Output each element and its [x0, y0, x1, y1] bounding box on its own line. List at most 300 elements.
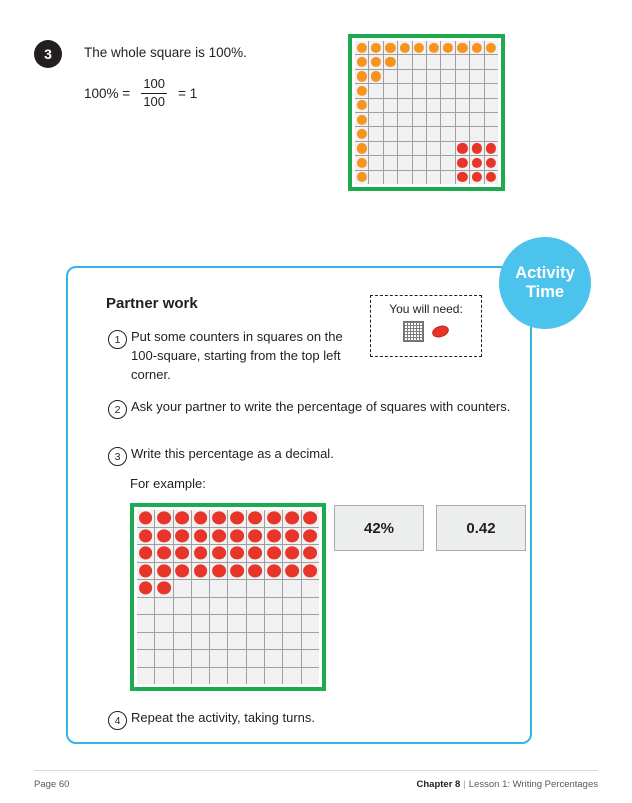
grid-cell: [283, 598, 300, 615]
counter-dot: [385, 57, 395, 67]
grid-cell: [302, 510, 319, 527]
footer-chapter: Chapter 8: [416, 779, 461, 790]
grid-cell: [155, 563, 172, 580]
grid-cell: [192, 650, 209, 667]
for-example-label: For example:: [130, 476, 206, 491]
grid-cell: [369, 70, 382, 83]
grid-cell: [174, 528, 191, 545]
grid-cell: [265, 563, 282, 580]
grid-cell: [355, 84, 368, 97]
grid-cell: [302, 598, 319, 615]
grid-cell: [384, 142, 397, 155]
counter-dot: [267, 512, 281, 525]
counter-dot: [194, 564, 208, 577]
counter-dot: [371, 71, 381, 81]
grid-cell: [192, 528, 209, 545]
grid-cell: [384, 171, 397, 184]
grid-cell: [265, 668, 282, 685]
counter-dot: [249, 547, 263, 560]
question-number-badge: 3: [34, 40, 62, 68]
counter-dot: [385, 43, 395, 53]
grid-cell: [456, 70, 469, 83]
counter-dot: [285, 529, 299, 542]
grid-cell: [174, 563, 191, 580]
grid-cell: [283, 545, 300, 562]
grid-cell: [355, 113, 368, 126]
counter-dot: [267, 564, 281, 577]
activity-time-badge: [499, 237, 591, 329]
counter-dot: [457, 158, 467, 168]
grid-cell: [228, 615, 245, 632]
you-will-need-icons: [371, 321, 481, 342]
grid-cell: [228, 650, 245, 667]
grid-cell: [456, 156, 469, 169]
grid-cell: [210, 598, 227, 615]
grid-cell: [210, 633, 227, 650]
grid-cell: [369, 142, 382, 155]
counter-dot: [357, 172, 367, 182]
grid-cell: [427, 84, 440, 97]
grid-cell: [369, 84, 382, 97]
grid-cell: [283, 510, 300, 527]
counter-dot: [194, 547, 208, 560]
counter-dot: [230, 564, 244, 577]
grid-cell: [470, 127, 483, 140]
equation-right: = 1: [178, 86, 198, 102]
grid-cell: [413, 171, 426, 184]
grid-cell: [456, 41, 469, 54]
counter-dot: [357, 158, 367, 168]
grid-cell: [302, 545, 319, 562]
grid-cell: [456, 142, 469, 155]
grid-cell: [155, 615, 172, 632]
counter-dot: [400, 43, 410, 53]
counter-dot: [249, 564, 263, 577]
grid-cell: [427, 55, 440, 68]
grid-cell: [302, 580, 319, 597]
grid-cell: [137, 598, 154, 615]
counter-dot: [139, 512, 153, 525]
footer-lesson: Lesson 1: Writing Percentages: [468, 779, 598, 790]
counter-dot: [472, 143, 482, 153]
footer-divider: [34, 770, 598, 771]
grid-cell: [155, 580, 172, 597]
grid-cell: [398, 84, 411, 97]
grid-cell: [441, 171, 454, 184]
grid-cell: [384, 55, 397, 68]
grid-cell: [174, 650, 191, 667]
counter-dot: [486, 143, 496, 153]
grid-cell: [283, 650, 300, 667]
grid-cell: [427, 127, 440, 140]
grid-cell: [210, 615, 227, 632]
grid-cell: [174, 633, 191, 650]
step-text-3: Write this percentage as a decimal.: [131, 446, 334, 461]
counter-dot: [303, 529, 317, 542]
counter-dot: [212, 512, 226, 525]
grid-cell: [265, 545, 282, 562]
grid-cell: [155, 528, 172, 545]
counter-dot: [285, 547, 299, 560]
hundred-square-question-3: [348, 34, 505, 191]
grid-cell: [470, 99, 483, 112]
grid-cell: [155, 545, 172, 562]
grid-cell: [355, 142, 368, 155]
grid-cell: [369, 99, 382, 112]
grid-cell: [413, 84, 426, 97]
counter-dot: [414, 43, 424, 53]
counter-dot: [371, 57, 381, 67]
grid-cell: [485, 41, 498, 54]
grid-cell: [485, 171, 498, 184]
grid-cell: [427, 70, 440, 83]
counter-dot: [357, 115, 367, 125]
grid-cell: [427, 156, 440, 169]
grid-cell: [441, 142, 454, 155]
fraction: [141, 77, 167, 110]
grid-cell: [384, 70, 397, 83]
counter-dot: [175, 564, 189, 577]
counter-dot: [194, 529, 208, 542]
grid-cell: [137, 615, 154, 632]
grid-cell: [413, 156, 426, 169]
grid-cell: [369, 113, 382, 126]
grid-cell: [247, 598, 264, 615]
grid-cell: [384, 127, 397, 140]
grid-cells: [355, 41, 498, 184]
grid-cell: [485, 55, 498, 68]
page-number: Page 60: [34, 779, 70, 790]
counter-dot: [303, 564, 317, 577]
hundred-square-icon: [403, 321, 424, 342]
grid-cell: [441, 84, 454, 97]
grid-cell: [283, 580, 300, 597]
counter-dot: [267, 529, 281, 542]
counter-dot: [139, 529, 153, 542]
grid-cell: [247, 615, 264, 632]
grid-cell: [247, 580, 264, 597]
grid-cell: [302, 528, 319, 545]
counter-dot: [175, 529, 189, 542]
grid-cell: [413, 55, 426, 68]
grid-cell: [228, 598, 245, 615]
grid-cell: [137, 528, 154, 545]
equation: [84, 77, 197, 110]
grid-cell: [470, 84, 483, 97]
counter-dot: [357, 57, 367, 67]
grid-cell: [210, 580, 227, 597]
grid-cell: [441, 113, 454, 126]
hundred-square-example: [130, 503, 326, 691]
grid-cell: [384, 84, 397, 97]
grid-cell: [210, 510, 227, 527]
grid-cell: [283, 633, 300, 650]
grid-cell: [174, 545, 191, 562]
counter-dot: [157, 529, 171, 542]
counter-dot: [472, 43, 482, 53]
grid-cell: [137, 545, 154, 562]
grid-cell: [413, 113, 426, 126]
grid-cell: [355, 99, 368, 112]
counter-dot: [472, 172, 482, 182]
counter-dot: [285, 564, 299, 577]
grid-cell: [413, 99, 426, 112]
activity-badge-line-1: Activity: [515, 264, 575, 283]
grid-cell: [192, 668, 209, 685]
grid-cell: [355, 70, 368, 83]
grid-cell: [456, 127, 469, 140]
counter-dot: [457, 43, 467, 53]
grid-cell: [485, 113, 498, 126]
grid-cell: [137, 668, 154, 685]
grid-cell: [265, 510, 282, 527]
grid-cell: [441, 41, 454, 54]
grid-cell: [283, 563, 300, 580]
step-number-2: 2: [108, 400, 127, 419]
grid-cell: [398, 142, 411, 155]
grid-cell: [441, 156, 454, 169]
grid-cell: [210, 668, 227, 685]
grid-cell: [265, 580, 282, 597]
grid-cell: [155, 650, 172, 667]
grid-cell: [413, 41, 426, 54]
grid-cell: [427, 41, 440, 54]
grid-cell: [485, 156, 498, 169]
grid-cell: [228, 528, 245, 545]
grid-cell: [427, 142, 440, 155]
grid-cell: [369, 171, 382, 184]
grid-cell: [155, 510, 172, 527]
counter-dot: [157, 564, 171, 577]
footer-separator: |: [463, 779, 466, 790]
counter-dot: [139, 564, 153, 577]
grid-cell: [302, 563, 319, 580]
counter-dot: [303, 512, 317, 525]
counter-dot: [212, 564, 226, 577]
grid-cell: [192, 510, 209, 527]
grid-cell: [470, 41, 483, 54]
counter-dot: [357, 100, 367, 110]
grid-cell: [355, 171, 368, 184]
counter-dot: [139, 582, 153, 595]
grid-cell: [384, 113, 397, 126]
grid-cell: [228, 580, 245, 597]
grid-cell: [398, 41, 411, 54]
grid-cell: [283, 615, 300, 632]
grid-cell: [384, 156, 397, 169]
counter-dot: [357, 129, 367, 139]
grid-cells: [137, 510, 319, 684]
counter-dot: [357, 86, 367, 96]
counter-dot: [212, 547, 226, 560]
grid-cell: [228, 668, 245, 685]
counter-dot: [212, 529, 226, 542]
counter-icon: [431, 324, 451, 340]
grid-cell: [398, 99, 411, 112]
counter-dot: [249, 512, 263, 525]
grid-cell: [155, 633, 172, 650]
counter-dot: [472, 158, 482, 168]
grid-cell: [210, 528, 227, 545]
counter-dot: [194, 512, 208, 525]
you-will-need-box: [370, 295, 482, 357]
counter-dot: [175, 547, 189, 560]
grid-cell: [247, 668, 264, 685]
grid-cell: [369, 127, 382, 140]
question-text: The whole square is 100%.: [84, 45, 247, 60]
grid-cell: [456, 84, 469, 97]
counter-dot: [157, 512, 171, 525]
grid-cell: [456, 171, 469, 184]
grid-cell: [265, 598, 282, 615]
grid-cell: [398, 127, 411, 140]
counter-dot: [230, 547, 244, 560]
counter-dot: [175, 512, 189, 525]
grid-cell: [192, 563, 209, 580]
step-text-4: Repeat the activity, taking turns.: [131, 710, 316, 725]
grid-cell: [265, 650, 282, 667]
grid-cell: [369, 55, 382, 68]
step-text-2: Ask your partner to write the percentage of squares with counters.: [131, 399, 511, 414]
fraction-numerator: 100: [143, 76, 166, 91]
grid-cell: [398, 156, 411, 169]
counter-dot: [230, 529, 244, 542]
grid-cell: [441, 127, 454, 140]
grid-cell: [470, 70, 483, 83]
grid-cell: [174, 668, 191, 685]
grid-cell: [441, 70, 454, 83]
grid-cell: [247, 650, 264, 667]
grid-cell: [247, 563, 264, 580]
grid-cell: [413, 70, 426, 83]
grid-cell: [427, 99, 440, 112]
grid-cell: [456, 99, 469, 112]
grid-cell: [137, 510, 154, 527]
activity-badge-line-2: Time: [525, 283, 565, 301]
grid-cell: [210, 650, 227, 667]
grid-cell: [384, 99, 397, 112]
grid-cell: [485, 70, 498, 83]
counter-dot: [285, 512, 299, 525]
grid-cell: [441, 99, 454, 112]
grid-cell: [192, 580, 209, 597]
counter-dot: [429, 43, 439, 53]
grid-cell: [456, 55, 469, 68]
grid-cell: [228, 563, 245, 580]
grid-cell: [355, 156, 368, 169]
grid-cell: [427, 171, 440, 184]
grid-cell: [228, 510, 245, 527]
counter-dot: [357, 43, 367, 53]
grid-cell: [302, 650, 319, 667]
grid-cell: [137, 633, 154, 650]
fraction-denominator: 100: [143, 94, 166, 110]
grid-cell: [369, 156, 382, 169]
grid-cell: [413, 127, 426, 140]
you-will-need-label: You will need:: [389, 302, 463, 316]
grid-cell: [369, 41, 382, 54]
counter-dot: [157, 582, 171, 595]
grid-cell: [427, 113, 440, 126]
grid-cell: [155, 668, 172, 685]
grid-cell: [210, 545, 227, 562]
grid-cell: [137, 580, 154, 597]
counter-dot: [486, 43, 496, 53]
grid-cell: [137, 563, 154, 580]
grid-cell: [192, 633, 209, 650]
counter-dot: [486, 158, 496, 168]
grid-cell: [210, 563, 227, 580]
percent-value-box: 42%: [334, 505, 424, 551]
equation-left: 100% =: [84, 86, 131, 102]
grid-cell: [470, 171, 483, 184]
counter-dot: [303, 547, 317, 560]
grid-cell: [302, 615, 319, 632]
counter-dot: [157, 547, 171, 560]
counter-dot: [371, 43, 381, 53]
grid-cell: [470, 142, 483, 155]
grid-cell: [174, 580, 191, 597]
counter-dot: [357, 71, 367, 81]
grid-cell: [485, 127, 498, 140]
grid-cell: [302, 668, 319, 685]
step-number-1: 1: [108, 330, 127, 349]
grid-cell: [247, 545, 264, 562]
grid-cell: [265, 615, 282, 632]
grid-cell: [265, 528, 282, 545]
counter-dot: [139, 547, 153, 560]
grid-cell: [470, 156, 483, 169]
grid-cell: [283, 528, 300, 545]
grid-cell: [398, 55, 411, 68]
footer-chapter-lesson: [417, 779, 599, 790]
grid-cell: [485, 142, 498, 155]
grid-cell: [192, 615, 209, 632]
counter-dot: [249, 529, 263, 542]
partner-work-title: Partner work: [106, 295, 198, 312]
grid-cell: [456, 113, 469, 126]
grid-cell: [247, 510, 264, 527]
grid-cell: [355, 127, 368, 140]
grid-cell: [265, 633, 282, 650]
grid-cell: [470, 55, 483, 68]
grid-cell: [174, 510, 191, 527]
counter-dot: [230, 512, 244, 525]
grid-cell: [441, 55, 454, 68]
grid-cell: [137, 650, 154, 667]
grid-cell: [192, 545, 209, 562]
counter-dot: [457, 143, 467, 153]
grid-cell: [228, 545, 245, 562]
grid-cell: [470, 113, 483, 126]
grid-cell: [174, 615, 191, 632]
grid-cell: [398, 113, 411, 126]
grid-cell: [155, 598, 172, 615]
grid-cell: [413, 142, 426, 155]
grid-cell: [384, 41, 397, 54]
step-text-1: Put some counters in squares on the 100-square, starting from the top left corner.: [131, 329, 343, 382]
grid-cell: [192, 598, 209, 615]
grid-cell: [228, 633, 245, 650]
grid-cell: [355, 41, 368, 54]
decimal-value-box: 0.42: [436, 505, 526, 551]
grid-cell: [247, 633, 264, 650]
grid-cell: [355, 55, 368, 68]
step-number-3: 3: [108, 447, 127, 466]
counter-dot: [267, 547, 281, 560]
grid-cell: [174, 598, 191, 615]
grid-cell: [283, 668, 300, 685]
